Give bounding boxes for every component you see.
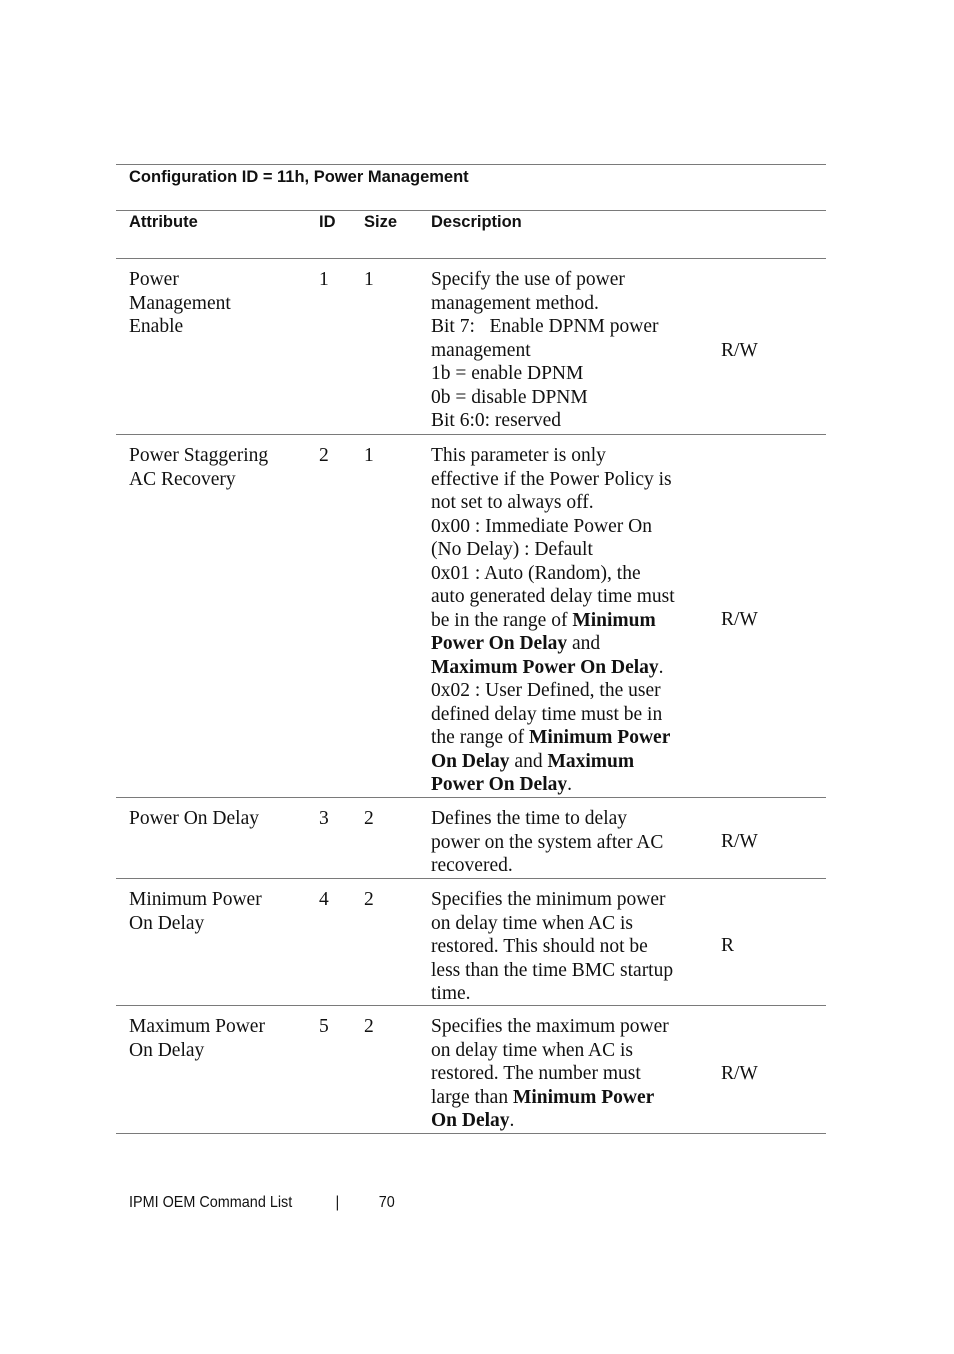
header-description: Description	[431, 213, 522, 231]
access-cell: R/W	[721, 339, 758, 361]
attribute-cell: Power On Delay	[129, 808, 259, 829]
description-cell: Specify the use of power management method. Bit 7: Enable DPNM power management 1b = enable DPNM 0b = disable DPNM Bit 6:0: reserved	[431, 269, 659, 431]
size-cell: 2	[364, 808, 374, 829]
table-row	[116, 435, 826, 797]
attribute-cell: Maximum Power On Delay	[129, 1016, 265, 1061]
size-cell: 2	[364, 1016, 374, 1037]
description-cell: This parameter is only effective if the Power Policy is not set to always off. 0x00 : Immediate Power On (No Delay) : Default 0x01 : Auto (Random), the auto generated delay time must be in the range of Minimum Power On Delay and Maximum Power On Delay. 0x02 : User Defined, the user defined delay time must be in the range of Minimum Power On Delay and Maximum Power On Delay.	[431, 445, 675, 795]
description-cell: Specifies the maximum power on delay time when AC is restored. The number must large than Minimum Power On Delay.	[431, 1016, 669, 1131]
power-management-table	[116, 164, 826, 1134]
description-cell: Defines the time to delay power on the system after AC recovered.	[431, 808, 664, 876]
id-cell: 3	[319, 808, 329, 829]
size-cell: 1	[364, 269, 374, 290]
page-footer	[129, 1193, 395, 1213]
description-cell: Specifies the minimum power on delay time when AC is restored. This should not be less than the time BMC startup time.	[431, 889, 674, 1004]
footer-title: IPMI OEM Command List	[129, 1194, 293, 1211]
header-access	[713, 212, 826, 258]
table-row	[116, 798, 826, 878]
header-id: ID	[319, 213, 336, 231]
table-row	[116, 259, 826, 434]
size-cell: 2	[364, 889, 374, 910]
table-bottom-rule	[116, 1133, 826, 1134]
attribute-cell: Power Staggering AC Recovery	[129, 445, 269, 490]
id-cell: 2	[319, 445, 329, 466]
table-header	[116, 211, 826, 258]
access-cell: R	[721, 935, 735, 957]
access-cell: R/W	[721, 1062, 758, 1084]
table-row	[116, 879, 826, 1005]
table-row	[116, 1006, 826, 1133]
access-cell: R/W	[721, 831, 758, 853]
footer-separator: |	[335, 1194, 340, 1211]
table-caption: Configuration ID = 11h, Power Management	[129, 168, 469, 186]
attribute-cell: Power Management Enable	[129, 269, 231, 337]
id-cell: 5	[319, 1016, 329, 1037]
attribute-cell: Minimum Power On Delay	[129, 889, 262, 934]
size-cell: 1	[364, 445, 374, 466]
id-cell: 4	[319, 889, 329, 910]
access-cell: R/W	[721, 609, 758, 631]
id-cell: 1	[319, 269, 329, 290]
header-attribute: Attribute	[129, 213, 198, 231]
footer-page-number: 70	[378, 1194, 395, 1211]
header-size: Size	[364, 213, 398, 231]
